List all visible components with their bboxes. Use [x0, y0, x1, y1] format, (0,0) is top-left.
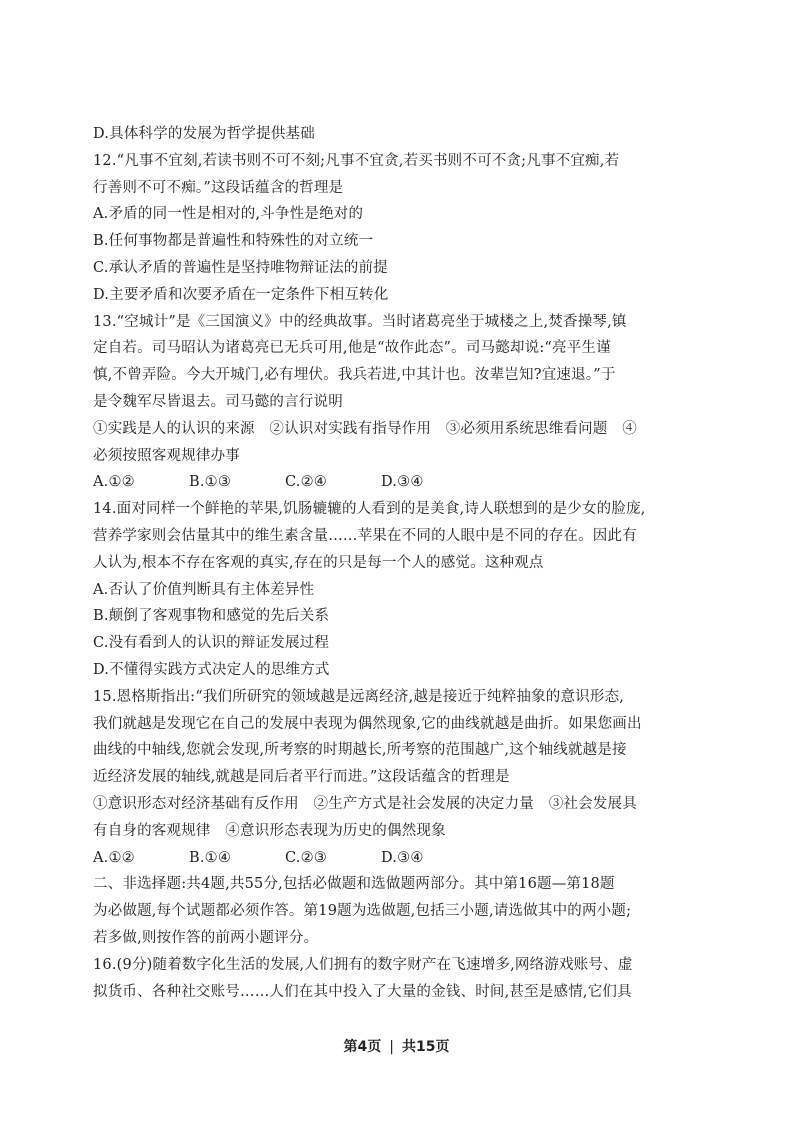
- q16-stem-line-2: 拟货币、各种社交账号……人们在其中投入了大量的金钱、时间,甚至是感情,它们具: [93, 983, 632, 1000]
- page-content: [93, 121, 705, 1005]
- q15-options: [93, 845, 705, 872]
- q12-stem-line-1: 12.“凡事不宜刻,若读书则不可不刻;凡事不宜贪,若买书则不可不贪;凡事不宜痴,若: [93, 152, 620, 169]
- section-two-heading-line-3: 若多做,则按作答的前两小题评分。: [93, 929, 319, 946]
- q12-option-a: A.矛盾的同一性是相对的,斗争性是绝对的: [93, 206, 364, 223]
- q13-stem-line-3: 慎,不曾弄险。今大开城门,必有埋伏。我兵若进,中其计也。汝辈岂知?宜速退。”于: [93, 367, 616, 384]
- q14-option-a: A.否认了价值判断具有主体差异性: [93, 581, 315, 598]
- q15-option-c: C.②③: [285, 849, 327, 866]
- q14-option-c: C.没有看到人的认识的辩证发展过程: [93, 635, 330, 652]
- q15-statements-line-1: ①意识形态对经济基础有反作用 ②生产方式是社会发展的决定力量 ③社会发展具: [93, 795, 637, 812]
- q15-stem-line-2: 我们就越是发现它在自己的发展中表现为偶然现象,它的曲线就越是曲折。如果您画出: [93, 715, 642, 732]
- section-two-heading-line-1: 二、非选择题:共4题,共55分,包括必做题和选做题两部分。其中第16题—第18题: [93, 876, 615, 893]
- page-total: 共15页: [401, 1039, 450, 1055]
- q15-stem-line-4: 近经济发展的轴线,就越是同后者平行而进。”这段话蕴含的哲理是: [93, 769, 510, 786]
- q16-stem-line-1: 16.(9分)随着数字化生活的发展,人们拥有的数字财产在飞速增多,网络游戏账号、虚: [93, 956, 633, 973]
- q12-option-d: D.主要矛盾和次要矛盾在一定条件下相互转化: [93, 286, 389, 303]
- q15-option-a: A.①②: [93, 849, 135, 866]
- q14-option-d: D.不懂得实践方式决定人的思维方式: [93, 661, 330, 678]
- q12-stem-line-2: 行善则不可不痴。”这段话蕴含的哲理是: [93, 179, 344, 196]
- q14-stem-line-3: 人认为,根本不存在客观的真实,存在的只是每一个人的感觉。这种观点: [93, 554, 544, 571]
- page-number: 第4页: [343, 1039, 382, 1055]
- q15-statements-line-2: 有自身的客观规律 ④意识形态表现为历史的偶然现象: [93, 822, 446, 839]
- q14-option-b: B.颠倒了客观事物和感觉的先后关系: [93, 608, 330, 625]
- q15-option-d: D.③④: [381, 849, 424, 866]
- q12-option-c: C.承认矛盾的普遍性是坚持唯物辩证法的前提: [93, 259, 388, 276]
- q13-stem-line-1: 13.“空城计”是《三国演义》中的经典故事。当时诸葛亮坐于城楼之上,焚香操琴,镇: [93, 313, 627, 330]
- q12-option-b: B.任何事物都是普遍性和特殊性的对立统一: [93, 233, 374, 250]
- page-footer: [0, 1036, 793, 1056]
- q13-option-a: A.①②: [93, 474, 135, 491]
- q15-option-b: B.①④: [189, 849, 232, 866]
- q13-options: [93, 469, 705, 496]
- q15-stem-line-1: 15.恩格斯指出:“我们所研究的领域越是远离经济,越是接近于纯粹抽象的意识形态,: [93, 688, 625, 705]
- q13-statements-line-2: 必须按照客观规律办事: [93, 447, 240, 464]
- q13-option-d: D.③④: [381, 474, 424, 491]
- q13-stem-line-2: 定自若。司马昭认为诸葛亮已无兵可用,他是“故作此态”。司马懿却说:“亮平生谨: [93, 340, 611, 357]
- q11-option-d: D.具体科学的发展为哲学提供基础: [93, 126, 315, 142]
- q15-stem-line-3: 曲线的中轴线,您就会发现,所考察的时期越长,所考察的范围越广,这个轴线就越是接: [93, 742, 627, 759]
- q13-stem-line-4: 是令魏军尽皆退去。司马懿的言行说明: [93, 393, 343, 410]
- section-two-heading-line-2: 为必做题,每个试题都必须作答。第19题为选做题,包括三小题,请选做其中的两小题;: [93, 903, 632, 920]
- q13-statements-line-1: ①实践是人的认识的来源 ②认识对实践有指导作用 ③必须用系统思维看问题 ④: [93, 420, 637, 437]
- q14-stem-line-2: 营养学家则会估量其中的维生素含量……苹果在不同的人眼中是不同的存在。因此有: [93, 527, 637, 544]
- q14-stem-line-1: 14.面对同样一个鲜艳的苹果,饥肠辘辘的人看到的是美食,诗人联想到的是少女的脸庞,: [93, 501, 646, 518]
- q13-option-c: C.②④: [285, 474, 327, 491]
- footer-separator: |: [389, 1039, 394, 1055]
- q13-option-b: B.①③: [189, 474, 232, 491]
